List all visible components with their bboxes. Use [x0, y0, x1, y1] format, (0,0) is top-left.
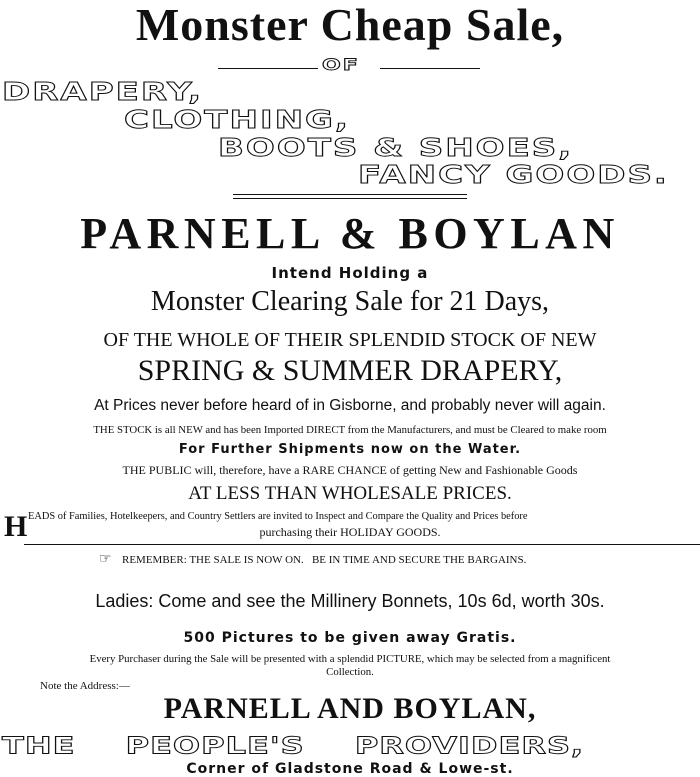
divider-rule: [233, 194, 467, 195]
heads-underline: [24, 544, 700, 545]
goods-fancy: FANCY GOODS.: [358, 160, 669, 190]
peoples-providers: THE PEOPLE'S PROVIDERS,: [2, 731, 585, 760]
firm-name-2: PARNELL AND BOYLAN,: [163, 692, 537, 725]
public-line: THE PUBLIC will, therefore, have a RARE CHANCE of getting New and Fashionable Goods: [122, 463, 578, 477]
headline: Monster Cheap Sale,: [135, 0, 565, 50]
prices-line: At Prices never before heard of in Gisborne, and probably never will again.: [94, 397, 606, 414]
goods-boots-shoes: BOOTS & SHOES,: [218, 133, 574, 163]
heads-line-1: EADS of Families, Hotelkeepers, and Country Settlers are invited to Inspect and Compare the Quality and Prices before: [28, 511, 528, 522]
pictures-line: 500 Pictures to be given away Gratis.: [183, 630, 517, 646]
corner-address: Corner of Gladstone Road & Lowe-st.: [186, 761, 514, 777]
shipments-line: For Further Shipments now on the Water.: [178, 442, 522, 457]
purchaser-line-1: Every Purchaser during the Sale will be presented with a splendid PICTURE, which may be selected from a magnificent: [89, 653, 611, 665]
intend-holding: Intend Holding a: [271, 264, 429, 282]
whole-stock: OF THE WHOLE OF THEIR SPLENDID STOCK OF NEW: [103, 329, 597, 351]
drop-cap: H: [4, 510, 28, 543]
remember-line: REMEMBER: THE SALE IS NOW ON. BE IN TIME AND SECURE THE BARGAINS.: [122, 554, 527, 566]
ladies-line: Ladies: Come and see the Millinery Bonnets, 10s 6d, worth 30s.: [95, 591, 605, 611]
wholesale-prices: AT LESS THAN WHOLESALE PRICES.: [188, 483, 512, 504]
firm-name: PARNELL & BOYLAN: [80, 209, 620, 258]
stock-line: THE STOCK is all NEW and has been Imported DIRECT from the Manufacturers, and must be Cleared to make room: [93, 424, 607, 436]
pointing-hand-icon: ☞: [99, 551, 112, 567]
goods-drapery: DRAPERY,: [2, 77, 204, 107]
note-address: Note the Address:—: [40, 680, 130, 692]
spring-summer: SPRING & SUMMER DRAPERY,: [137, 354, 563, 387]
of-rule-right: [380, 68, 480, 69]
of-rule-left: [218, 68, 318, 69]
divider-rule: [233, 198, 467, 199]
goods-clothing: CLOTHING,: [124, 105, 350, 135]
heads-line-2: purchasing their HOLIDAY GOODS.: [259, 525, 441, 539]
of-word: OF: [322, 56, 360, 75]
clearing-sale: Monster Clearing Sale for 21 Days,: [150, 286, 550, 317]
purchaser-line-2: Collection.: [326, 666, 374, 678]
